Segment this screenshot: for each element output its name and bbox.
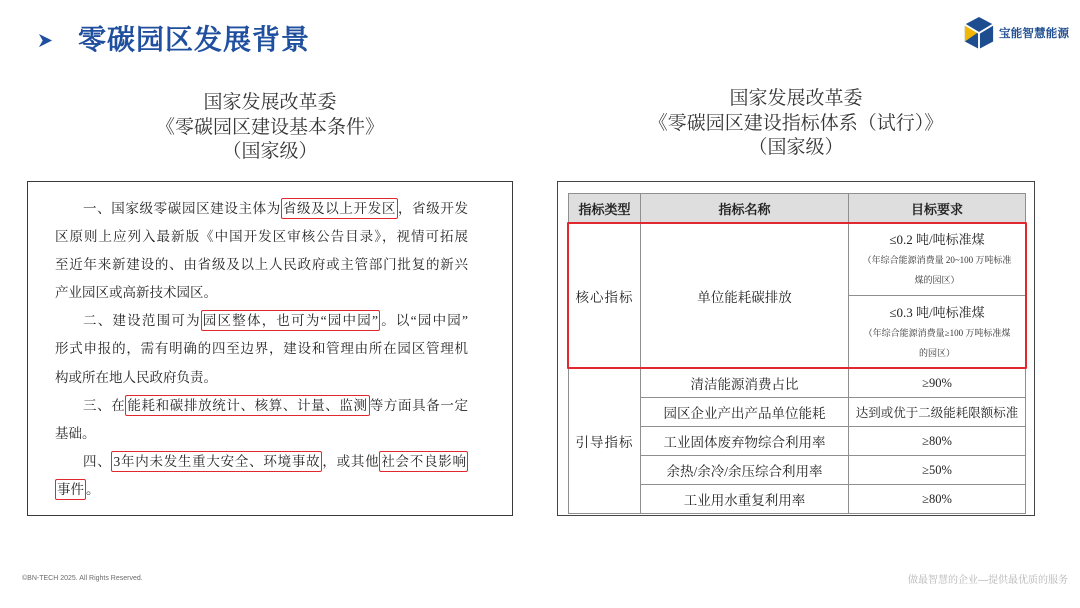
page-title: 零碳园区发展背景 <box>78 24 311 55</box>
doc-line <box>55 392 468 420</box>
target-value: ≤0.2 吨/吨标准煤 <box>889 231 985 247</box>
brand-logo-icon <box>963 15 995 51</box>
column-header-type: 指标类型 <box>569 194 641 223</box>
left-panel-heading <box>27 91 513 165</box>
document-excerpt <box>27 181 513 516</box>
target-value: ≥80% <box>849 427 1026 456</box>
target-cell <box>849 296 1026 369</box>
doc-text: 构或所在地人民政府负责。 <box>55 369 217 385</box>
indicator-name: 单位能耗碳排放 <box>641 223 849 369</box>
target-value: ≤0.3 吨/吨标准煤 <box>889 304 985 320</box>
document-level: （国家级） <box>748 137 844 158</box>
footer-slogan: 做最智慧的企业—提供最优质的服务 <box>908 575 1068 586</box>
highlighted-phrase: 省级及以上开发区 <box>281 198 398 219</box>
doc-text: ，省级开发 <box>397 201 469 216</box>
doc-text: 等方面具备一定 <box>369 397 469 413</box>
indicator-name: 园区企业产出产品单位能耗 <box>641 398 849 427</box>
document-level: （国家级） <box>222 141 318 162</box>
doc-line <box>55 279 468 307</box>
highlighted-phrase: 园区整体，也可为“园中园” <box>201 310 380 331</box>
slide-title <box>38 20 310 60</box>
doc-line <box>55 307 468 335</box>
issuer-name: 国家发展改革委 <box>203 92 337 113</box>
table-row <box>569 369 1026 398</box>
doc-text: 三、在 <box>83 397 126 413</box>
arrow-bullet-icon <box>38 33 53 48</box>
target-cell <box>849 223 1026 296</box>
doc-text: 形式申报的，需有明确的四至边界，建设和管理由所在园区管理机 <box>55 341 468 357</box>
doc-text: 四、 <box>83 453 112 469</box>
indicator-name: 工业固体废弃物综合利用率 <box>641 427 849 456</box>
right-panel-heading <box>557 87 1035 161</box>
doc-text: 二、建设范围可为 <box>83 313 201 329</box>
target-note: （年综合能源消费量 20~100 万吨标准煤的园区） <box>862 254 1012 285</box>
indicator-name: 工业用水重复利用率 <box>641 485 849 514</box>
doc-line <box>55 364 468 392</box>
doc-text: 区原则上应列入最新版《中国开发区审核公告目录》，视情可拓展 <box>55 229 468 245</box>
highlighted-phrase: 能耗和碳排放统计、核算、计量、监测 <box>125 395 369 416</box>
document-title: 《零碳园区建设指标体系（试行）》 <box>648 112 944 134</box>
doc-text: 基础。 <box>55 425 96 441</box>
target-value: ≥50% <box>849 456 1026 485</box>
highlighted-phrase: 3年内未发生重大安全、环境事故 <box>111 451 322 472</box>
doc-text: 至近年来新建设的、由省级及以上人民政府或主管部门批复的新兴 <box>55 257 468 273</box>
doc-paragraph <box>55 195 468 307</box>
indicator-name: 余热/余冷/余压综合利用率 <box>641 456 849 485</box>
doc-text: 一、国家级零碳园区建设主体为 <box>83 201 281 216</box>
column-header-name: 指标名称 <box>641 194 849 223</box>
target-value: ≥90% <box>849 369 1026 398</box>
table-header-row <box>569 194 1026 223</box>
doc-line <box>55 251 468 279</box>
indicator-type-core: 核心指标 <box>569 223 641 369</box>
target-value: 达到或优于二级能耗限额标准 <box>849 398 1026 427</box>
footer-copyright: ©BN-TECH 2025. All Rights Reserved. <box>22 575 143 582</box>
doc-line <box>55 476 468 504</box>
doc-text: 。以“园中园” <box>379 313 469 329</box>
brand-name: 宝能智慧能源 <box>999 28 1070 40</box>
doc-line <box>55 335 468 363</box>
document-title: 《零碳园区建设基本条件》 <box>155 116 384 138</box>
doc-line <box>55 448 468 476</box>
issuer-name: 国家发展改革委 <box>729 88 863 109</box>
doc-text: 。 <box>86 481 100 497</box>
doc-paragraph <box>55 307 468 391</box>
highlighted-phrase: 社会不良影响 <box>379 451 468 472</box>
doc-line <box>55 195 468 223</box>
indicator-table-panel <box>557 181 1035 516</box>
column-header-target: 目标要求 <box>849 194 1026 223</box>
indicator-type-guide: 引导指标 <box>569 369 641 514</box>
table-row <box>569 223 1026 296</box>
doc-paragraph <box>55 392 468 448</box>
doc-text: ，或其他 <box>322 453 380 469</box>
target-value: ≥80% <box>849 485 1026 514</box>
doc-line <box>55 420 468 448</box>
highlighted-phrase: 事件 <box>55 479 86 500</box>
indicator-name: 清洁能源消费占比 <box>641 369 849 398</box>
doc-text: 产业园区或高新技术园区。 <box>55 285 217 301</box>
brand-logo <box>963 14 1069 52</box>
indicator-table <box>568 193 1026 514</box>
doc-line <box>55 223 468 251</box>
doc-paragraph <box>55 448 468 504</box>
target-note: （年综合能源消费量≥100 万吨标准煤的园区） <box>863 327 1011 358</box>
